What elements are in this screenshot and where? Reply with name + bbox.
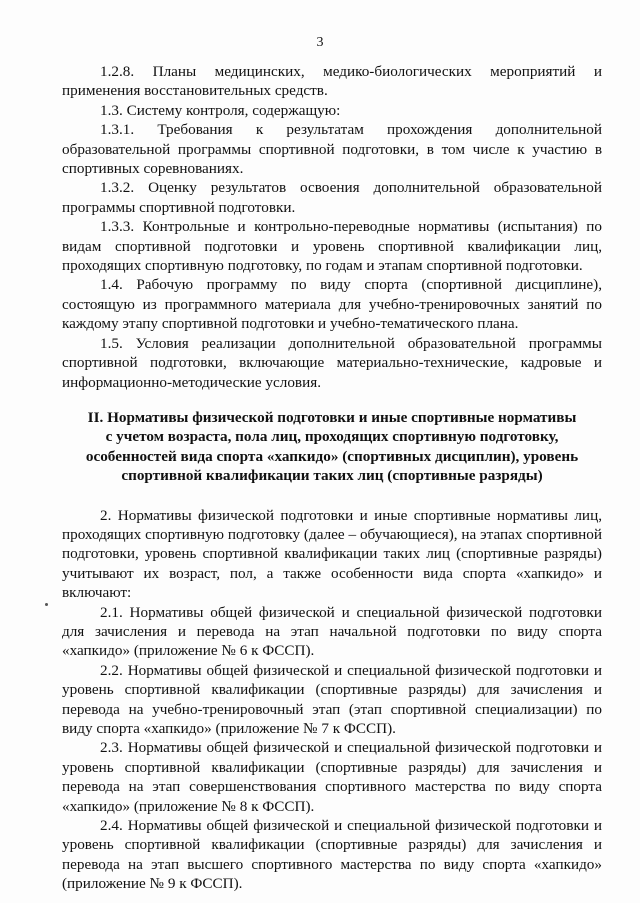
- paragraph-p2-1: 2.1. Нормативы общей физической и специальной физической подготовки для зачисления и перевода на этап начальной подготовки по виду спорта «хапкидо» (приложение № 6 к ФССП).: [62, 603, 602, 660]
- paragraph-p2-2: 2.2. Нормативы общей физической и специальной физической подготовки и уровень спортивной квалификации (спортивные разряды) для зачисления и перевода на учебно-тренировочный этап (этап спортивной специализации) по виду спорта «хапкидо» (приложение № 7 к ФССП).: [62, 661, 602, 737]
- paragraph-p1-3-3: 1.3.3. Контрольные и контрольно-переводные нормативы (испытания) по видам спортивной подготовки и уровень спортивной квалификации лиц, проходящих спортивную подготовку, по годам и этапам спортивной подготовки.: [62, 218, 602, 275]
- paragraph-p1-4: 1.4. Рабочую программу по виду спорта (спортивной дисциплине), состоящую из программного материала для учебно-тренировочных занятий по каждому этапу спортивной подготовки и учебно-тематического плана.: [62, 276, 602, 333]
- paragraph-p1-3-1: 1.3.1. Требования к результатам прохождения дополнительной образовательной программы спортивной подготовки, в том числе к участию в спортивных соревнованиях.: [62, 121, 602, 178]
- paragraph-p2: 2. Нормативы физической подготовки и иные спортивные нормативы лиц, проходящих спортивную подготовку (далее – обучающиеся), на этапах спортивной подготовки, уровень спортивной квалификации таких лиц (спортивные разряды) учитывают их возраст, пол, а также особенности вида спорта «хапкидо» и включают:: [62, 506, 602, 602]
- section-heading-line: с учетом возраста, пола лиц, проходящих спортивную подготовку,: [105, 428, 559, 446]
- paragraph-p1-2-8: 1.2.8. Планы медицинских, медико-биологических мероприятий и применения восстановительных средств.: [62, 63, 602, 100]
- paragraph-p2-4: 2.4. Нормативы общей физической и специальной физической подготовки и уровень спортивной квалификации (спортивные разряды) для зачисления и перевода на этап высшего спортивного мастерства по виду спорта «хапкидо» (приложение № 9 к ФССП).: [62, 817, 602, 893]
- section-heading-line: II. Нормативы физической подготовки и иные спортивные нормативы: [87, 408, 577, 426]
- top-paragraphs: [62, 62, 602, 392]
- paragraph-p1-3-2: 1.3.2. Оценку результатов освоения дополнительной образовательной программы спортивной подготовки.: [62, 179, 602, 216]
- paragraph-p1-5: 1.5. Условия реализации дополнительной образовательной программы спортивной подготовки, включающие материально-технические, кадровые и информационно-методические условия.: [62, 334, 602, 391]
- section-heading-line: особенностей вида спорта «хапкидо» (спортивных дисциплин), уровень: [85, 447, 579, 465]
- paragraph-p1-3: 1.3. Систему контроля, содержащую:: [100, 101, 341, 119]
- bottom-paragraphs: [62, 506, 602, 894]
- scan-artifact-dot: [45, 603, 48, 606]
- page-number: 3: [316, 35, 324, 50]
- document-body: [62, 62, 602, 894]
- paragraph-p2-3: 2.3. Нормативы общей физической и специальной физической подготовки и уровень спортивной квалификации (спортивные разряды) для зачисления и перевода на этап совершенствования спортивного мастерства по виду спорта «хапкидо» (приложение № 8 к ФССП).: [62, 739, 602, 815]
- section-heading-line: спортивной квалификации таких лиц (спортивные разряды): [121, 467, 543, 485]
- section-heading: [62, 408, 602, 486]
